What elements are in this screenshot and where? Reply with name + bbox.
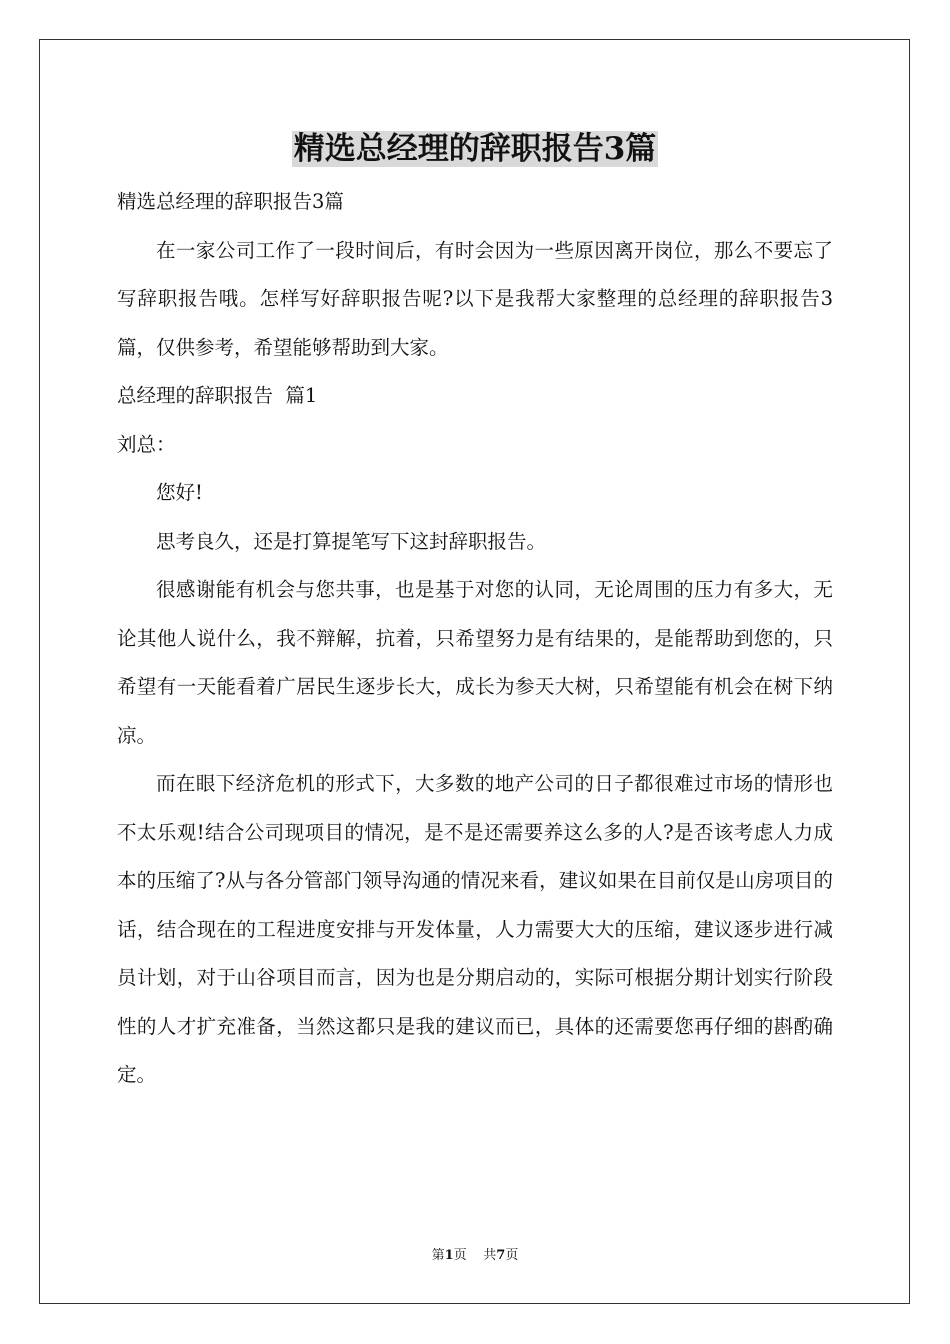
total-pages-suffix: 页 <box>505 1248 519 1263</box>
document-body <box>117 178 833 1100</box>
document-title <box>0 128 950 170</box>
greeting: 您好! <box>156 481 203 504</box>
page-number-prefix: 第 <box>431 1248 445 1263</box>
document-title-text: 精选总经理的辞职报告3篇 <box>293 131 657 167</box>
body-paragraph: 很感谢能有机会与您共事，也是基于对您的认同，无论周围的压力有多大，无论其他人说什么，我不辩解，抗着，只希望努力是有结果的，是能帮助到您的，只希望有一天能看着广居民生逐步长大，成长为参天大树，只希望能有机会在树下纳凉。 <box>117 578 833 747</box>
intro-paragraph: 在一家公司工作了一段时间后，有时会因为一些原因离开岗位，那么不要忘了写辞职报告哦。怎样写好辞职报告呢?以下是我帮大家整理的总经理的辞职报告3篇，仅供参考，希望能够帮助到大家。 <box>117 238 833 359</box>
total-pages-prefix: 共 <box>483 1248 497 1263</box>
body-paragraph: 而在眼下经济危机的形式下，大多数的地产公司的日子都很难过市场的情形也不太乐观!结合公司现项目的情况，是不是还需要养这么多的人?是否该考虑人力成本的压缩了?从与各分管部门领导沟通的情况来看，建议如果在目前仅是山房项目的话，结合现在的工程进度安排与开发体量，人力需要大大的压缩，建议逐步进行减员计划，对于山谷项目而言，因为也是分期启动的，实际可根据分期计划实行阶段性的人才扩充准备，当然这都只是我的建议而已，具体的还需要您再仔细的斟酌确定。 <box>117 772 833 1086</box>
salutation: 刘总： <box>117 432 176 456</box>
page-number-suffix: 页 <box>453 1248 467 1263</box>
section-heading: 总经理的辞职报告 篇1 <box>117 384 318 407</box>
body-paragraph: 思考良久，还是打算提笔写下这封辞职报告。 <box>156 529 547 553</box>
page-number: 1 <box>444 1248 454 1263</box>
document-subtitle: 精选总经理的辞职报告3篇 <box>117 190 344 213</box>
total-pages: 7 <box>496 1248 506 1263</box>
page-footer <box>0 1247 950 1265</box>
